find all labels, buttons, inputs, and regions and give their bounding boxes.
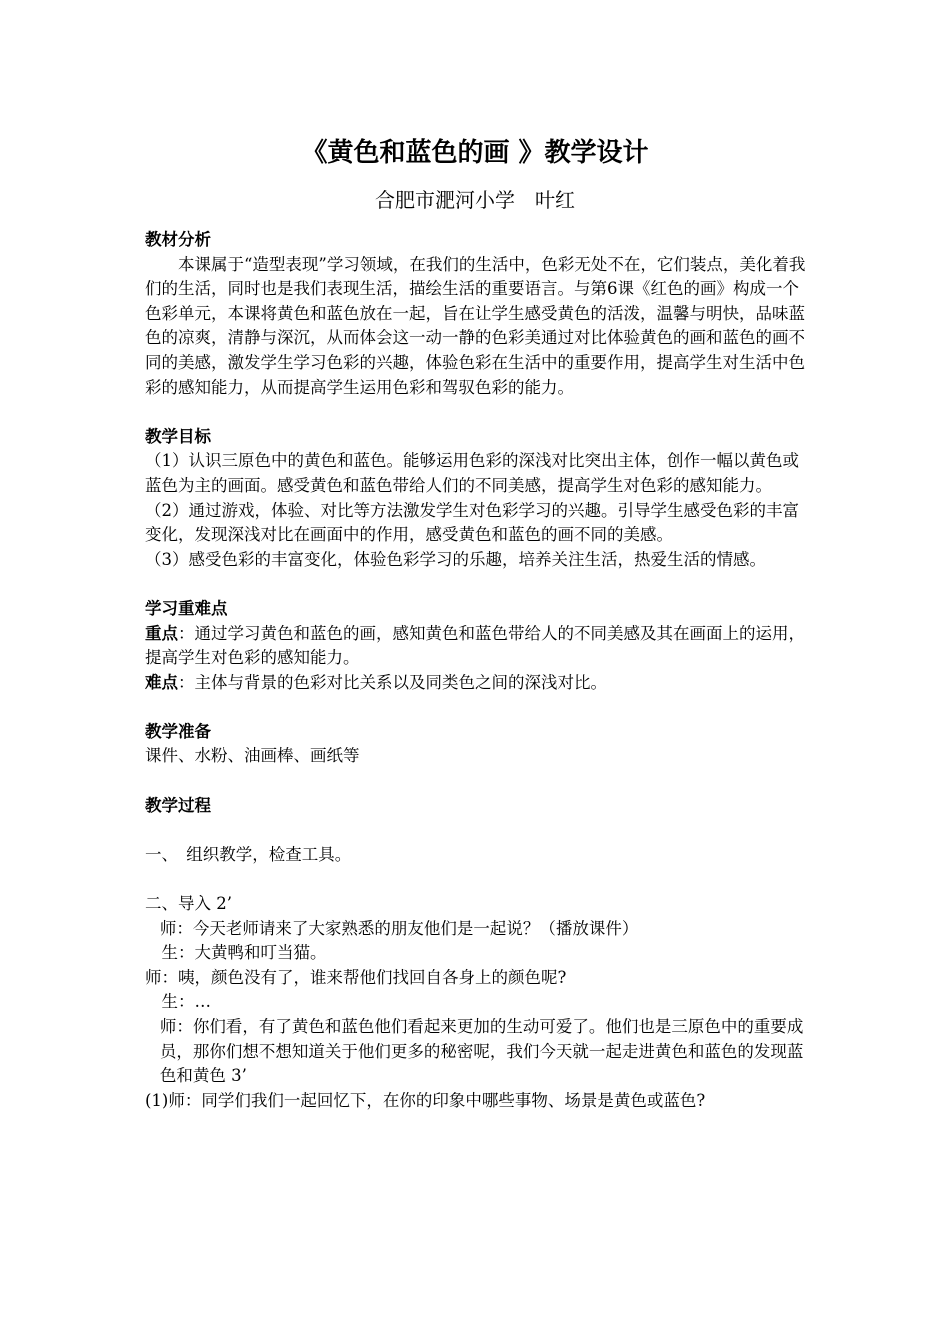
dialogue-line: 生：… (161, 992, 211, 1012)
section-heading-key-points: 学习重难点 (145, 598, 228, 618)
preparation-text: 课件、水粉、油画棒、画纸等 (145, 746, 360, 766)
section-heading-goals: 教学目标 (145, 426, 211, 446)
document-author: 合肥市淝河小学 叶红 (375, 188, 575, 212)
analysis-paragraph: 本课属于“造型表现”学习领域，在我们的生活中，色彩无处不在，它们装点，美化着我们的生活，同时也是我们表现生活，描绘生活的重要语言。与第6课《红色的画》构成一个色彩单元，本课将黄色和蓝色放在一起，旨在让学生感受黄色的活泼，温馨与明快，品味蓝色的凉爽，清静与深沉，从而体会这一动一静的色彩美通过对比体验黄色的画和蓝色的画不同的美感，激发学生学习色彩的兴趣，体验色彩在生活中的重要作用，提高学生对生活中色彩的感知能力，从而提高学生运用色彩和驾驭色彩的能力。 (145, 254, 806, 397)
dialogue-line: 师：咦，颜色没有了，谁来帮他们找回自各身上的颜色呢? (145, 967, 567, 987)
goal-item-2: （2）通过游戏，体验、对比等方法激发学生对色彩学习的兴趣。引导学生感受色彩的丰富变化，发现深浅对比在画面中的作用，感受黄色和蓝色的画不同的美感。 (145, 500, 799, 545)
difficulty-text: ：主体与背景的色彩对比关系以及同类色之间的深浅对比。 (178, 672, 607, 692)
goal-item-3: （3）感受色彩的丰富变化，体验色彩学习的乐趣，培养关注生活，热爱生活的情感。 (145, 549, 766, 569)
key-point-focus (145, 622, 810, 671)
document-body (145, 228, 810, 1113)
difficulty-label: 难点 (145, 672, 178, 692)
focus-label: 重点 (145, 623, 178, 643)
dialogue-line: 师：你们看，有了黄色和蓝色他们看起来更加的生动可爱了。他们也是三原色中的重要成员，那你们想不想知道关于他们更多的秘密呢，我们今天就一起走进黄色和蓝色的发现蓝色和黄色 3’ (159, 1017, 804, 1086)
goal-item-1: （1）认识三原色中的黄色和蓝色。能够运用色彩的深浅对比突出主体，创作一幅以黄色或蓝色为主的画面。感受黄色和蓝色带给人们的不同美感，提高学生对色彩的感知能力。 (145, 451, 799, 495)
section-heading-preparation: 教学准备 (145, 721, 211, 741)
focus-text: ：通过学习黄色和蓝色的画，感知黄色和蓝色带给人的不同美感及其在画面上的运用，提高学生对色彩的感知能力。 (145, 623, 805, 668)
dialogue-line: 师：今天老师请来了大家熟悉的朋友他们是一起说？（播放课件） (159, 918, 639, 938)
dialogue-line: 生：大黄鸭和叮当猫。 (161, 943, 327, 963)
process-step-1: 一、 组织教学，检查工具。 (145, 844, 352, 864)
document-title: 《黄色和蓝色的画 》教学设计 (301, 138, 649, 168)
process-step-2: 二、导入 2’ (145, 894, 232, 914)
section-heading-analysis: 教材分析 (145, 230, 211, 249)
section-heading-process: 教学过程 (145, 795, 211, 815)
key-point-difficulty (145, 671, 810, 696)
dialogue-line: (1)师：同学们我们一起回忆下，在你的印象中哪些事物、场景是黄色或蓝色? (145, 1090, 706, 1110)
